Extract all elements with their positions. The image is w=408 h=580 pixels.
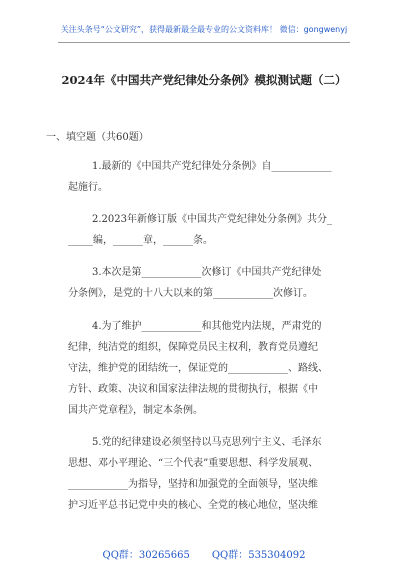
question-line: 2.2023年新修订版《中国共产党纪律处分条例》共分_ [92,214,332,225]
question-line: 纪律，纯洁党的组织，保障党员民主权利，教育党员遵纪 [68,342,318,353]
question-line: 守法，维护党的团结统一，保证党的____________、路线、 [68,363,328,374]
question-line: _____编，______章，______条。 [68,235,213,246]
question-line: 思想、邓小平理论、“三个代表”重要思想、科学发展观、 [68,458,319,469]
footer [0,546,408,561]
question-3 [68,262,352,304]
header-note: 关注头条号“公文研究”，获得最新最全最专业的公文资料库！ 微信：gongwenyj [60,25,348,34]
question-line: 1.最新的《中国共产党纪律处分条例》自____________ [92,161,332,172]
question-line: 护习近平总书记党中央的核心、全党的核心地位，坚决维 [68,500,318,511]
qq-group-2: QQ群：535304092 [211,550,306,561]
question-line: ____________为指导，坚持和加强党的全面领导，坚决维 [68,479,318,490]
question-line: 起施行。 [68,182,108,193]
question-line: 方针、政策、决议和国家法律法规的贯彻执行，根据《中 [68,384,318,395]
question-line: 国共产党章程》，制定本条例。 [68,405,203,416]
question-line: 3.本次是第____________次修订《中国共产党纪律处 [92,267,322,278]
question-2 [68,209,352,251]
question-line: 5.党的纪律建设必须坚持以马克思列宁主义、毛泽东 [92,437,322,448]
question-5 [68,432,352,516]
header-divider [58,42,350,43]
document-title: 2024年《中国共产党纪律处分条例》模拟测试题（二） [61,73,347,87]
qq-group-1: QQ群：30265665 [102,550,190,561]
question-1 [68,156,352,198]
question-4 [68,316,352,421]
section-heading: 一、填空题（共60题） [46,132,149,143]
question-line: 4.为了维护____________和其他党内法规，严肃党的 [92,321,322,332]
question-line: 分条例》，是党的十八大以来的第____________次修订。 [68,288,313,299]
